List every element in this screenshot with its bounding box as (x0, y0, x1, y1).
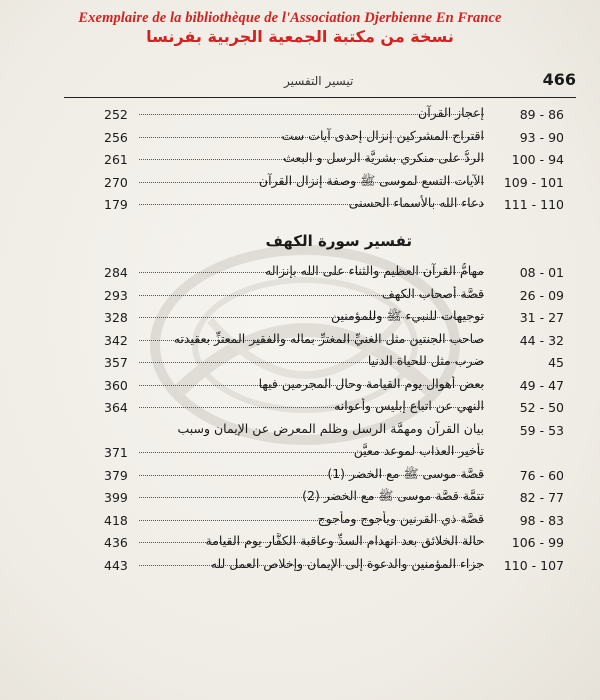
verse-range: 106 - 99 (511, 535, 564, 550)
verse-range: 44 - 32 (519, 332, 564, 348)
toc-title: النهي عن اتباع إبليس وأعوانه (334, 398, 484, 413)
toc-title: الآيات التسع لموسى ﷺ وصفة إنزال القرآن (258, 172, 484, 188)
toc-row-continuation (64, 442, 564, 465)
toc-row (64, 465, 564, 488)
verse-range: 93 - 90 (519, 129, 564, 145)
toc-title: بيان القرآن ومهمَّة الرسل وظلم المعرض عن الإيمان وسبب (177, 420, 484, 436)
verse-range: 08 - 01 (519, 265, 564, 280)
toc-title: مهامُّ القرآن العظيم والثناء على الله بإنزاله (265, 263, 484, 278)
verse-range: 49 - 47 (519, 377, 564, 393)
verse-range: 100 - 94 (511, 152, 564, 167)
toc-title: حالة الخلائق بعد انهدام السدِّ وعاقبة الكفَّار يوم القيامة (205, 533, 484, 548)
toc-page: 179 (104, 197, 128, 212)
toc-page: 270 (104, 174, 128, 190)
toc-title: قصَّة ذي القرنين ويأجوج ومأجوج (317, 510, 484, 526)
toc-title: قصَّة موسى ﷺ مع الخضر (1) (327, 465, 484, 481)
verse-range: 110 - 107 (503, 557, 564, 573)
section-heading: تفسير سورة الكهف (265, 232, 412, 250)
toc-title: بعض أهوال يوم القيامة وحال المجرمين فيها (258, 375, 484, 391)
toc-page: 342 (104, 332, 128, 348)
verse-range: 45 (548, 355, 564, 370)
toc-page: 418 (104, 512, 128, 528)
toc-row (64, 194, 564, 217)
verse-range: 89 - 86 (519, 107, 564, 122)
toc-row (64, 330, 564, 353)
toc-title: اقتراح المشركين إنزال إحدى آيات ست (281, 127, 484, 143)
verse-range: 76 - 60 (519, 467, 564, 483)
toc-row (64, 104, 564, 127)
page-header (64, 68, 576, 96)
page-number: 466 (542, 70, 576, 89)
toc-title: ضرب مثل للحياة الدنيا (367, 353, 484, 368)
toc-row (64, 375, 564, 398)
toc-row (64, 307, 564, 330)
toc-title: توجيهات للنبيء ﷺ وللمؤمنين (330, 308, 484, 323)
toc-row (64, 262, 564, 285)
verse-range: 111 - 110 (503, 197, 564, 212)
toc-title: الردُّ على منكري بشريَّة الرسل و البعث (283, 150, 484, 165)
verse-range: 59 - 53 (519, 422, 564, 438)
toc-page: 360 (104, 377, 128, 393)
toc-row (64, 352, 564, 375)
toc-page: 379 (104, 467, 128, 483)
toc-row (64, 532, 564, 555)
verse-range: 98 - 83 (519, 512, 564, 528)
toc-page: 357 (104, 355, 128, 370)
toc-page: 256 (104, 129, 128, 145)
toc-page: 252 (104, 107, 128, 122)
toc-page: 436 (104, 535, 128, 550)
verse-range: 26 - 09 (519, 287, 564, 303)
toc-row (64, 285, 564, 308)
verse-range: 52 - 50 (519, 400, 564, 415)
toc-title: دعاء الله بالأسماء الحسنى (348, 195, 484, 210)
toc-title: قصَّة أصحاب الكهف (381, 285, 484, 301)
toc-row (64, 420, 564, 443)
stamp-line-latin: Exemplaire de la bibliothèque de l'Association Djerbienne En France (78, 10, 502, 26)
toc-row (64, 172, 564, 195)
toc-page: 284 (104, 265, 128, 280)
running-title: تيسير التفسير (284, 74, 354, 88)
toc-title: تتمَّة قصَّة موسى ﷺ مع الخضر (2) (302, 488, 484, 503)
toc-page: 399 (104, 490, 128, 505)
toc-row (64, 127, 564, 150)
toc-title: جزاء المؤمنين والدعوة إلى الإيمان وإخلاص العمل لله (210, 555, 484, 571)
toc-title: تأخير العذاب لموعد معيَّن (353, 443, 484, 458)
toc-page: 443 (104, 557, 128, 573)
toc-row (64, 397, 564, 420)
verse-range: 109 - 101 (503, 174, 564, 190)
toc-row (64, 555, 564, 578)
toc-page: 293 (104, 287, 128, 303)
toc-page: 328 (104, 310, 128, 325)
toc-title: إعجاز القرآن (418, 105, 484, 120)
toc-row (64, 487, 564, 510)
toc-title: صاحب الجنتين مثل الغنيِّ المغترِّ بماله والفقير المعتزِّ بعقيدته (173, 330, 484, 346)
header-rule (64, 97, 576, 98)
toc-list-kahf (64, 262, 564, 577)
verse-range: 82 - 77 (519, 490, 564, 505)
toc-page: 261 (104, 152, 128, 167)
toc-page: 371 (104, 445, 128, 460)
toc-page: 364 (104, 400, 128, 415)
library-stamp (30, 10, 570, 46)
stamp-line-arabic: نسخة من مكتبة الجمعية الجربية بفرنسا (146, 27, 454, 46)
toc-list-top (64, 104, 564, 217)
verse-range: 31 - 27 (519, 310, 564, 325)
toc-row (64, 510, 564, 533)
toc-row (64, 149, 564, 172)
